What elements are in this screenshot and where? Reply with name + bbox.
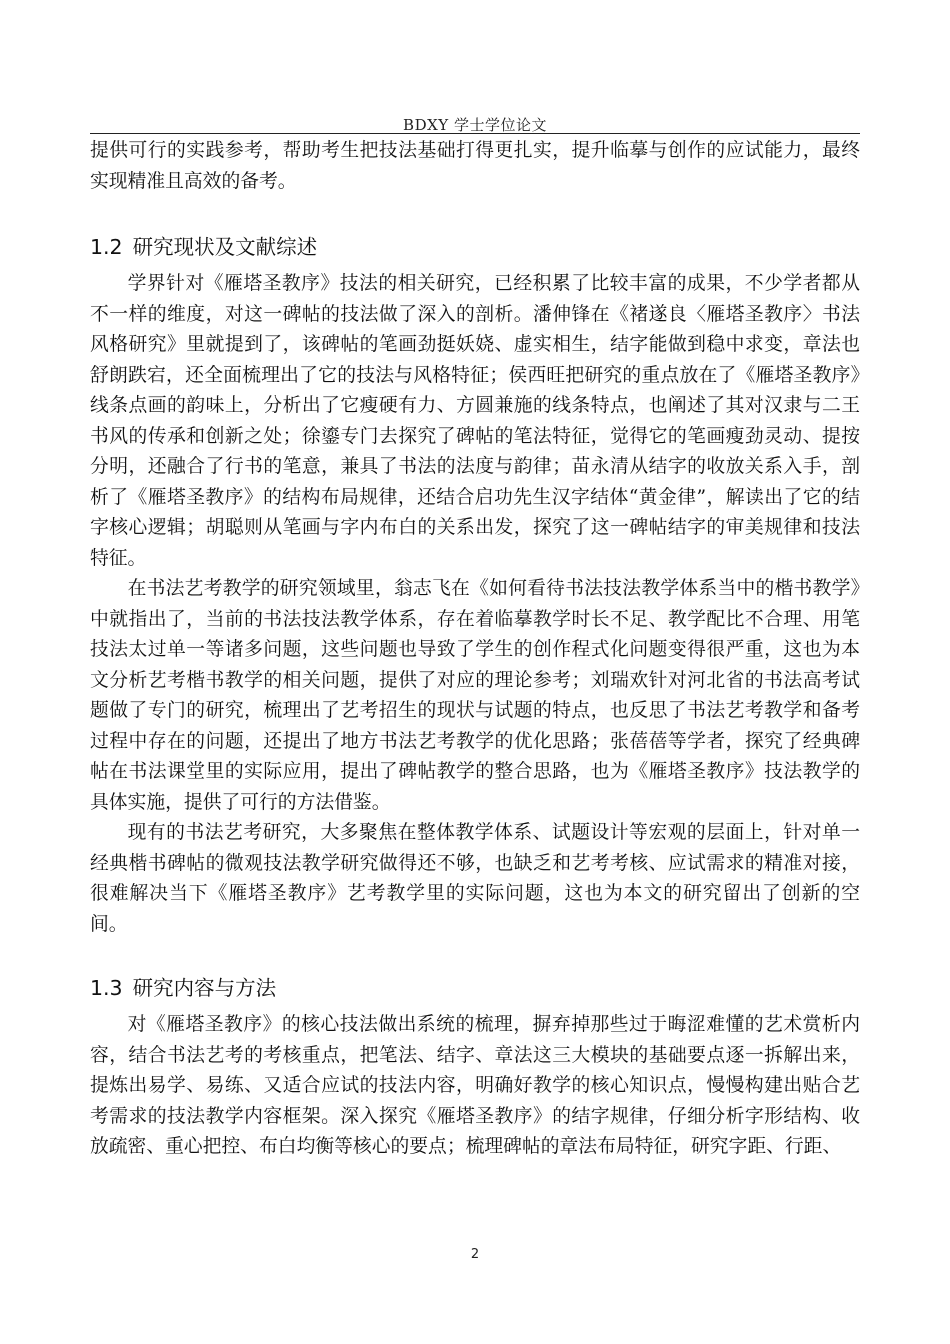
paragraph: 现有的书法艺考研究，大多聚焦在整体教学体系、试题设计等宏观的层面上，针对单一经典楷书碑帖的微观技法教学研究做得还不够，也缺乏和艺考考核、应试需求的精准对接，很难解决当下《雁塔圣教序》艺考教学里的实际问题，这也为本文的研究留出了创新的空间。 xyxy=(90,822,860,935)
paragraph-continued: 提供可行的实践参考，帮助考生把技法基础打得更扎实，提升临摹与创作的应试能力，最终实现精准且高效的备考。 xyxy=(90,140,860,192)
section-heading-1-2 xyxy=(90,232,860,262)
paragraph: 对《雁塔圣教序》的核心技法做出系统的梳理，摒弃掉那些过于晦涩难懂的艺术赏析内容，结合书法艺考的考核重点，把笔法、结字、章法这三大模块的基础要点逐一拆解出来，提炼出易学、易练、又适合应试的技法内容，明确好教学的核心知识点，慢慢构建出贴合艺考需求的技法教学内容框架。深入探究《雁塔圣教序》的结字规律，仔细分析字形结构、收放疏密、重心把控、布白均衡等核心的要点；梳理碑帖的章法布局特征，研究字距、行距、 xyxy=(90,1014,860,1157)
section-number: 1.2 xyxy=(90,235,123,259)
page-number: 2 xyxy=(470,1247,480,1262)
header-rule xyxy=(90,133,860,134)
paragraph: 在书法艺考教学的研究领域里，翁志飞在《如何看待书法技法教学体系当中的楷书教学》中就指出了，当前的书法技法教学体系，存在着临摹教学时长不足、教学配比不合理、用笔技法太过单一等诸多问题，这些问题也导致了学生的创作程式化问题变得很严重，这也为本文分析艺考楷书教学的相关问题，提供了对应的理论参考；刘瑞欢针对河北省的书法高考试题做了专门的研究，梳理出了艺考招生的现状与试题的特点，也反思了书法艺考教学和备考过程中存在的问题，还提出了地方书法艺考教学的优化思路；张蓓蓓等学者，探究了经典碑帖在书法课堂里的实际应用，提出了碑帖教学的整合思路，也为《雁塔圣教序》技法教学的具体实施，提供了可行的方法借鉴。 xyxy=(90,578,860,813)
section-heading-1-3 xyxy=(90,973,860,1003)
body-text xyxy=(90,136,860,1163)
running-header: BDXY 学士学位论文 xyxy=(403,116,547,134)
section-number: 1.3 xyxy=(90,976,123,1000)
section-title: 研究内容与方法 xyxy=(132,976,277,1000)
section-title: 研究现状及文献综述 xyxy=(132,235,318,259)
paragraph: 学界针对《雁塔圣教序》技法的相关研究，已经积累了比较丰富的成果，不少学者都从不一样的维度，对这一碑帖的技法做了深入的剖析。潘伸锋在《褚遂良〈雁塔圣教序〉书法风格研究》里就提到了，该碑帖的笔画劲挺妖娆、虚实相生，结字能做到稳中求变，章法也舒朗跌宕，还全面梳理出了它的技法与风格特征；侯西旺把研究的重点放在了《雁塔圣教序》线条点画的韵味上，分析出了它瘦硬有力、方圆兼施的线条特点，也阐述了其对汉隶与二王书风的传承和创新之处；徐鎏专门去探究了碑帖的笔法特征，觉得它的笔画瘦劲灵动、提按分明，还融合了行书的笔意，兼具了书法的法度与韵律；苗永清从结字的收放关系入手，剖析了《雁塔圣教序》的结构布局规律，还结合启功先生汉字结体“黄金律”，解读出了它的结字核心逻辑；胡聪则从笔画与字内布白的关系出发，探究了这一碑帖结字的审美规律和技法特征。 xyxy=(90,273,860,569)
